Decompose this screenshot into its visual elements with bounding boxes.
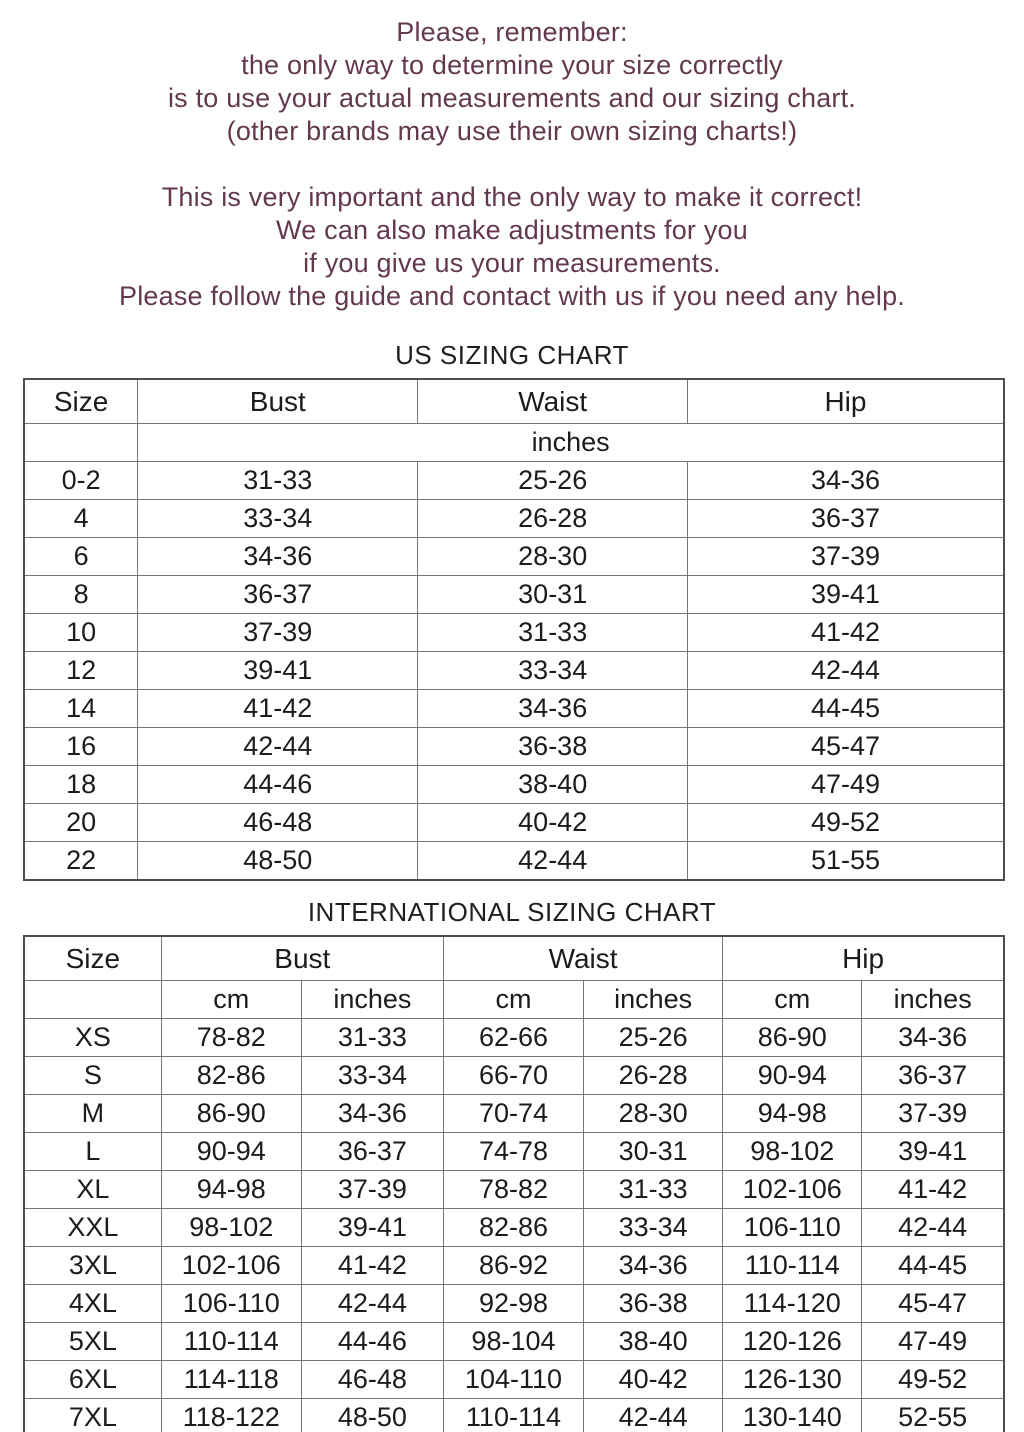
table-cell: 26-28	[584, 1057, 723, 1095]
table-cell: 33-34	[418, 652, 688, 690]
table-cell: 78-82	[443, 1171, 583, 1209]
intl-col-hip: Hip	[723, 936, 1004, 981]
table-row	[24, 1171, 1004, 1209]
table-cell: 90-94	[723, 1057, 862, 1095]
intro-line: This is very important and the only way to make it correct!	[161, 182, 863, 212]
intro-line: Please follow the guide and contact with us if you need any help.	[118, 281, 905, 311]
table-cell: 48-50	[301, 1399, 443, 1432]
table-cell: 18	[24, 766, 138, 804]
table-cell: 49-52	[687, 804, 1004, 842]
table-row	[24, 1247, 1004, 1285]
table-cell: 33-34	[584, 1209, 723, 1247]
table-cell: 7XL	[24, 1399, 161, 1432]
intro-line: (other brands may use their own sizing charts!)	[226, 116, 798, 146]
table-cell: 36-38	[584, 1285, 723, 1323]
table-cell: 0-2	[24, 462, 138, 500]
table-cell: 46-48	[301, 1361, 443, 1399]
table-row	[24, 1285, 1004, 1323]
intl-sizing-table	[23, 935, 1005, 1432]
table-cell: 49-52	[862, 1361, 1004, 1399]
table-cell: 16	[24, 728, 138, 766]
table-cell: 110-114	[443, 1399, 583, 1432]
table-row	[24, 1095, 1004, 1133]
table-cell: 41-42	[138, 690, 418, 728]
table-cell: 26-28	[418, 500, 688, 538]
table-cell: 114-118	[161, 1361, 301, 1399]
table-cell: 34-36	[862, 1019, 1004, 1057]
table-cell: XXL	[24, 1209, 161, 1247]
table-cell: 37-39	[138, 614, 418, 652]
table-cell: 42-44	[862, 1209, 1004, 1247]
table-row	[24, 576, 1004, 614]
table-cell: 90-94	[161, 1133, 301, 1171]
table-cell: 33-34	[301, 1057, 443, 1095]
table-cell: 44-46	[301, 1323, 443, 1361]
table-cell: 4	[24, 500, 138, 538]
intro-line: if you give us your measurements.	[303, 248, 721, 278]
table-row	[24, 1019, 1004, 1057]
table-cell: 106-110	[723, 1209, 862, 1247]
table-row	[24, 1323, 1004, 1361]
us-table-body	[24, 462, 1004, 881]
table-cell: 30-31	[418, 576, 688, 614]
table-cell: 31-33	[584, 1171, 723, 1209]
intl-unit-waist-cm: cm	[443, 981, 583, 1019]
table-cell: 42-44	[584, 1399, 723, 1432]
table-cell: 6XL	[24, 1361, 161, 1399]
table-cell: 94-98	[723, 1095, 862, 1133]
table-cell: 41-42	[687, 614, 1004, 652]
table-cell: 104-110	[443, 1361, 583, 1399]
table-cell: 12	[24, 652, 138, 690]
us-unit-row	[24, 424, 1004, 462]
intl-unit-hip-in: inches	[862, 981, 1004, 1019]
table-cell: 42-44	[138, 728, 418, 766]
table-row	[24, 652, 1004, 690]
table-cell: 106-110	[161, 1285, 301, 1323]
table-cell: 22	[24, 842, 138, 881]
table-row	[24, 804, 1004, 842]
us-col-size: Size	[24, 379, 138, 424]
table-cell: 31-33	[138, 462, 418, 500]
table-row	[24, 1057, 1004, 1095]
table-cell: 94-98	[161, 1171, 301, 1209]
table-cell: 41-42	[301, 1247, 443, 1285]
table-row	[24, 766, 1004, 804]
table-row	[24, 1209, 1004, 1247]
table-cell: 48-50	[138, 842, 418, 881]
table-cell: 39-41	[687, 576, 1004, 614]
table-cell: 14	[24, 690, 138, 728]
table-cell: S	[24, 1057, 161, 1095]
table-cell: 38-40	[418, 766, 688, 804]
empty-cell	[24, 981, 161, 1019]
us-chart-title: US SIZING CHART	[395, 340, 629, 370]
intl-unit-hip-cm: cm	[723, 981, 862, 1019]
table-cell: 118-122	[161, 1399, 301, 1432]
table-row	[24, 614, 1004, 652]
intro-line: Please, remember:	[396, 17, 628, 47]
us-header-row	[24, 379, 1004, 424]
intl-header-row	[24, 936, 1004, 981]
table-row	[24, 842, 1004, 881]
table-cell: 36-37	[862, 1057, 1004, 1095]
table-cell: 34-36	[687, 462, 1004, 500]
table-cell: 45-47	[862, 1285, 1004, 1323]
table-cell: 8	[24, 576, 138, 614]
intl-unit-row	[24, 981, 1004, 1019]
table-cell: 36-37	[301, 1133, 443, 1171]
intl-chart-title: INTERNATIONAL SIZING CHART	[307, 897, 717, 927]
table-cell: 52-55	[862, 1399, 1004, 1432]
table-cell: 37-39	[301, 1171, 443, 1209]
table-cell: 130-140	[723, 1399, 862, 1432]
us-unit-label: inches	[138, 424, 1004, 462]
table-cell: 36-38	[418, 728, 688, 766]
table-cell: 37-39	[687, 538, 1004, 576]
table-cell: 42-44	[687, 652, 1004, 690]
paragraph-gap	[0, 148, 1024, 181]
intl-table-body	[24, 1019, 1004, 1432]
table-cell: 62-66	[443, 1019, 583, 1057]
table-cell: 36-37	[138, 576, 418, 614]
table-row	[24, 728, 1004, 766]
table-cell: 44-46	[138, 766, 418, 804]
table-cell: 20	[24, 804, 138, 842]
table-cell: 39-41	[138, 652, 418, 690]
table-cell: 82-86	[161, 1057, 301, 1095]
intl-unit-bust-in: inches	[301, 981, 443, 1019]
table-cell: 5XL	[24, 1323, 161, 1361]
intro-line: We can also make adjustments for you	[276, 215, 748, 245]
table-cell: 47-49	[862, 1323, 1004, 1361]
table-cell: 102-106	[723, 1171, 862, 1209]
table-row	[24, 1133, 1004, 1171]
table-cell: 42-44	[418, 842, 688, 881]
table-cell: 3XL	[24, 1247, 161, 1285]
table-cell: 66-70	[443, 1057, 583, 1095]
table-cell: 126-130	[723, 1361, 862, 1399]
table-cell: 34-36	[301, 1095, 443, 1133]
table-cell: 25-26	[418, 462, 688, 500]
table-cell: 33-34	[138, 500, 418, 538]
table-cell: 39-41	[301, 1209, 443, 1247]
table-cell: 120-126	[723, 1323, 862, 1361]
table-cell: 4XL	[24, 1285, 161, 1323]
table-cell: 38-40	[584, 1323, 723, 1361]
table-cell: 86-92	[443, 1247, 583, 1285]
table-cell: 10	[24, 614, 138, 652]
table-cell: 6	[24, 538, 138, 576]
table-cell: 28-30	[418, 538, 688, 576]
table-cell: M	[24, 1095, 161, 1133]
table-cell: 78-82	[161, 1019, 301, 1057]
table-cell: XL	[24, 1171, 161, 1209]
table-cell: 92-98	[443, 1285, 583, 1323]
intl-col-waist: Waist	[443, 936, 722, 981]
intro-line: is to use your actual measurements and our sizing chart.	[167, 83, 857, 113]
table-cell: 47-49	[687, 766, 1004, 804]
table-cell: 70-74	[443, 1095, 583, 1133]
table-cell: 34-36	[138, 538, 418, 576]
table-cell: 51-55	[687, 842, 1004, 881]
table-cell: 40-42	[584, 1361, 723, 1399]
intro-note	[0, 0, 1024, 313]
table-cell: 34-36	[418, 690, 688, 728]
table-cell: 39-41	[862, 1133, 1004, 1171]
table-cell: 40-42	[418, 804, 688, 842]
table-cell: 44-45	[862, 1247, 1004, 1285]
table-cell: 98-102	[161, 1209, 301, 1247]
us-col-hip: Hip	[687, 379, 1004, 424]
table-cell: 98-102	[723, 1133, 862, 1171]
intl-unit-bust-cm: cm	[161, 981, 301, 1019]
table-cell: 46-48	[138, 804, 418, 842]
table-cell: 102-106	[161, 1247, 301, 1285]
table-row	[24, 538, 1004, 576]
table-cell: 74-78	[443, 1133, 583, 1171]
table-cell: 110-114	[161, 1323, 301, 1361]
table-cell: 44-45	[687, 690, 1004, 728]
us-col-bust: Bust	[138, 379, 418, 424]
table-cell: 86-90	[723, 1019, 862, 1057]
table-row	[24, 690, 1004, 728]
table-cell: 45-47	[687, 728, 1004, 766]
table-cell: 31-33	[301, 1019, 443, 1057]
us-sizing-table	[23, 378, 1005, 881]
intro-line: the only way to determine your size correctly	[241, 50, 783, 80]
table-cell: 41-42	[862, 1171, 1004, 1209]
table-cell: 82-86	[443, 1209, 583, 1247]
table-cell: 114-120	[723, 1285, 862, 1323]
table-cell: L	[24, 1133, 161, 1171]
table-cell: 110-114	[723, 1247, 862, 1285]
table-cell: 31-33	[418, 614, 688, 652]
table-row	[24, 1361, 1004, 1399]
us-col-waist: Waist	[418, 379, 688, 424]
table-cell: XS	[24, 1019, 161, 1057]
table-cell: 28-30	[584, 1095, 723, 1133]
table-cell: 36-37	[687, 500, 1004, 538]
table-cell: 30-31	[584, 1133, 723, 1171]
table-row	[24, 1399, 1004, 1432]
table-cell: 25-26	[584, 1019, 723, 1057]
intl-col-bust: Bust	[161, 936, 443, 981]
intl-unit-waist-in: inches	[584, 981, 723, 1019]
table-cell: 98-104	[443, 1323, 583, 1361]
empty-cell	[24, 424, 138, 462]
table-row	[24, 500, 1004, 538]
table-row	[24, 462, 1004, 500]
intl-col-size: Size	[24, 936, 161, 981]
table-cell: 37-39	[862, 1095, 1004, 1133]
table-cell: 86-90	[161, 1095, 301, 1133]
table-cell: 34-36	[584, 1247, 723, 1285]
table-cell: 42-44	[301, 1285, 443, 1323]
